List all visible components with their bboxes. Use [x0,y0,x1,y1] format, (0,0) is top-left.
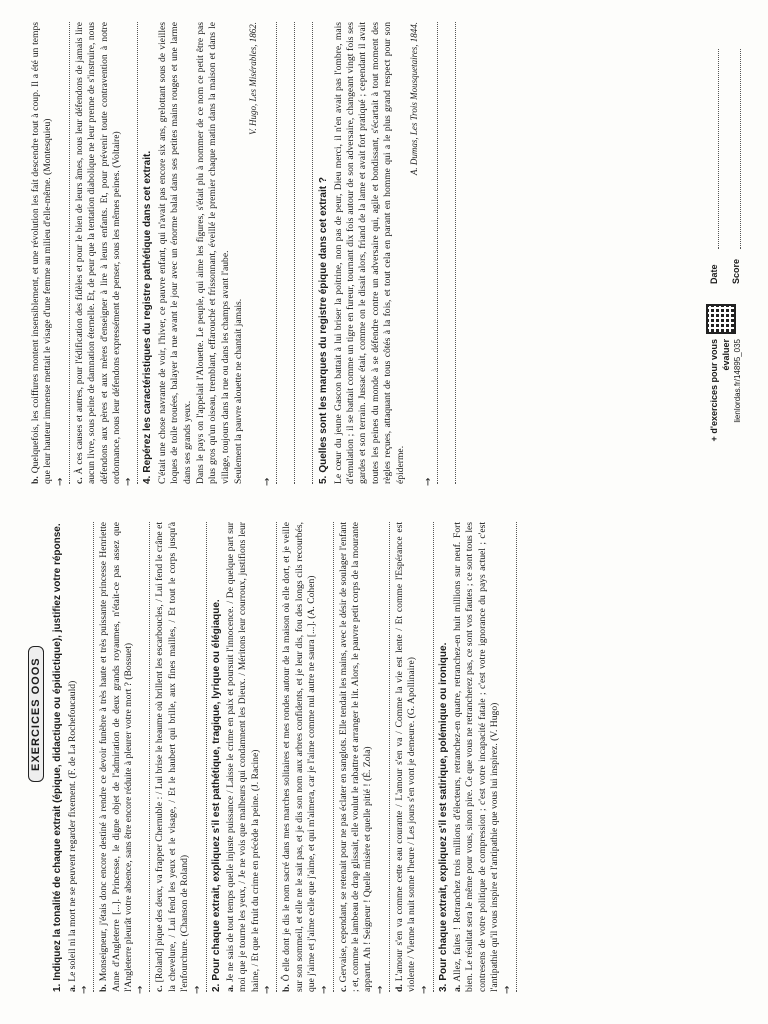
q4-paragraph-2: Dans le pays on l'appelait l'Alouette. Le peuple, qui aime les figures, s'était plu à nommer de ce nom ce petit être pas plus gros qu'un oiseau, tremblant, effarouché et frissonnant, éveillé le premier chaque matin dans la maison et dans le village, toujours dans la rue ou dans les champs avant l'aube. [195,22,231,484]
arrow-icon: → [262,985,274,994]
arrow-icon: → [135,985,147,994]
question-2-title [211,522,223,992]
arrow-icon: → [123,477,135,486]
item-text: Quelquefois, les coiffures montent insensiblement, et une révolution les fait descendre tout à coup. Il a été un temps que leur hauteur immense mettait le visage d'une femme au milieu d'elle-même. (Montesquieu) [30,22,54,484]
answer-line[interactable] [264,22,277,484]
answer-line[interactable] [374,522,390,994]
score-field[interactable] [740,49,741,249]
question-text: Pour chaque extrait, expliquez s'il est satirique, polémique ou ironique. [437,642,449,981]
answer-line[interactable] [54,22,70,486]
date-field[interactable] [718,49,719,249]
item-label: b. [98,984,110,992]
score-label: Score [731,258,741,284]
arrow-icon: → [418,985,430,994]
q4-paragraph-1: C'était une chose navrante de voir, l'hiver, ce pauvre enfant, qui n'avait pas encore six ans, grelottant sous de vieilles loques de toile trouées, balayer la rue avant le jour avec un énorme balai dans ses petites mains rouges et une larme dans ses grands yeux. [156,22,193,484]
item-label: a. [225,984,237,992]
arrow-icon: → [374,985,386,994]
arrow-icon: → [423,477,435,486]
question-number: 2. [210,983,222,992]
answer-line[interactable] [282,22,295,484]
answer-line[interactable] [191,522,207,994]
arrow-icon: → [191,985,203,994]
item-label: b. [30,476,41,484]
resource-link[interactable]: lienlordas.fr/14895_035 [733,339,742,423]
question-1-title [52,522,64,992]
question-text: Indiquez la tonalité de chaque extrait (épique, didactique ou épidictique), justifiez votre réponse. [52,523,64,981]
item-label: a. [451,984,463,992]
q5-paragraph: Le cœur du jeune Gascon battait à lui briser la poitrine, non pas de peur, Dieu merci, il n'en avait pas l'ombre, mais d'émulation ; il se battait comme un tigre en fureur, tournant dix fois autour de son adversaire, changeant vingt fois ses gardes et son terrain. Jussac était, comme on le disait alors, friand de la lame et avait fort pratiqué ; cependant il avait toutes les peines du monde à se défendre contre un adversaire qui, agile et bondissant, s'écartait à tout moment des règles reçues, attaquant de tous côtés à la fois, et tout cela en parant en homme qui a le plus grand respect pour son épiderme. [332,22,406,484]
question-text: Quelles sont les marques du registre épique dans cet extrait ? [318,177,330,473]
item-text: Gervaise, cependant, se retenait pour ne pas éclater en sanglots. Elle tendait les mains, avec le désir de soulager l'enfant ; et, comme le lambeau de drap glissait, elle voulut le rabattre et arranger le lit. Alors, le pauvre petit corps de la mourante apparut. Ah ! Seigneur ! Quelle misère et quelle pitié ! (É. Zola) [337,522,374,992]
answer-line[interactable] [425,22,438,484]
question-number: 1. [52,983,64,992]
q2-item-a [225,522,262,992]
item-label: b. [281,984,293,992]
q1-item-a [67,522,79,992]
item-text: Monseigneur, j'étais donc encore destiné à rendre ce devoir funèbre à très haute et très puissante princesse Henriette Anne d'Angleterre [...]. Princesse, le digne objet de l'admiration de deux grands royaumes, n'était-ce pas assez que l'Angleterre pleurât votre absence, sans être encore réduite à pleurer votre mort ? (Bossuet) [98,522,135,992]
question-text: Repérez les caractéristiques du registre pathétique dans cet extrait. [142,150,154,473]
q2-item-d [394,522,419,992]
answer-line[interactable] [318,522,334,994]
answer-line[interactable] [81,522,94,992]
item-label: d. [393,984,405,992]
q3-item-a [452,522,502,992]
q1-item-c [154,522,191,992]
q3-item-c [74,22,124,484]
answer-line[interactable] [501,522,517,994]
arrow-icon: → [79,985,91,994]
answer-line[interactable] [418,522,434,994]
answer-line[interactable] [137,522,150,992]
answer-area [264,22,313,484]
answer-area [425,22,456,484]
question-4-title [142,22,154,484]
item-label: a. [66,984,78,992]
arrow-icon: → [54,477,66,486]
q1-item-b [98,522,135,992]
arrow-icon: → [262,477,274,486]
q4-paragraph-3: Seulement la pauvre alouette ne chantait jamais. [233,298,245,484]
arrow-icon: → [501,985,513,994]
left-column [28,522,521,992]
q4-source: V. Hugo, Les Misérables, 1862. [247,22,258,135]
right-column [28,22,461,484]
item-text: Le soleil ni la mort ne se peuvent regarder fixement. (F. de La Rochefoucauld) [66,680,78,982]
arrow-icon: → [318,985,330,994]
item-label: c. [154,985,166,992]
item-text: [Roland] pique des deux, va frapper Chernuble : / Lui brise le heaume où brillent les escarboucles, / Lui fend le crâne et la chevelure, / Lui fend les yeux et le visage, / Et le haubert qui brille, aux fines mailles, / Et tout le corps jusqu'à l'enfourchure. (Chanson de Roland) [154,522,191,992]
q2-item-c [338,522,375,992]
q3-item-b [30,22,55,484]
item-text: Allez, faites ! Retranchez trois millions d'électeurs, retranchez-en quatre, retranchez-en huit millions sur neuf. Fort bien. Le résultat sera le même pour vous, sinon pire. Ce que vous ne retrancherez pas, ce sont vos fautes ; ce sont tous les contresens de votre politique de compression ; c'est votre incapacité fatale ; c'est votre ignorance du pays actuel ; c'est l'antipathie qu'il vous inspire et l'antipathie que vous lui inspirez. (V. Hugo) [451,522,501,992]
question-number: 3. [437,983,449,992]
q5-source: A. Dumas, Les Trois Mousquetaires, 1844. [408,22,419,176]
item-text: Je ne sais de tout temps quelle injuste puissance / Laisse le crime en paix et poursuit l'innocence. / De quelque part sur moi que je tourne les yeux, / Je ne vois que malheurs qui condamnent les Dieux. / Méritons leur courroux, justifions leur haine, / Et que le fruit du crime en précède la peine. (J. Racine) [225,522,261,992]
question-number: 5. [318,475,330,484]
question-3-title [438,522,450,992]
q2-item-b [281,522,318,992]
date-label: Date [709,264,719,284]
exercises-banner: EXERCICES OOOS [28,646,44,782]
question-number: 4. [142,475,154,484]
question-text: Pour chaque extrait, expliquez s'il est pathétique, tragique, lyrique ou élégiaque. [210,599,222,981]
question-5-title [318,22,330,484]
answer-line[interactable] [264,522,277,992]
item-text: Ô elle dont je dis le nom sacré dans mes marches solitaires et mes rondes autour de la maison où elle dort, et je veille sur son sommeil, et elle ne le sait pas, et je dis son nom aux arbres confidents, et je leur dis, fou des longs cils recourbés, que j'aime et j'aime celle que j'aime, et qui m'aimera, car je l'aime comme nul autre ne saura [...]. (A. Cohen) [281,522,318,992]
footer [700,22,750,484]
answer-line[interactable] [443,22,456,484]
item-label: c. [337,985,349,992]
item-text: À ces causes et autres, pour l'édification des fidèles et pour le bien de leurs âmes, nous leur défendons de jamais lire aucun livre, sous peine de damnation éternelle. Et, de peur que la tentation diabolique ne leur prenne de s'instruire, nous défendons aux pères et aux mères d'enseigner à lire à leurs enfants. Et, pour prévenir toute contravention à notre ordonnance, nous leur défendons expressément de penser, sous les mêmes peines. (Voltaire) [73,22,123,484]
answer-line[interactable] [300,22,313,484]
promo-text: + d'exercices pour vous évaluer [709,339,732,442]
answer-line[interactable] [125,22,138,484]
qr-code-icon [706,304,736,334]
item-label: c. [73,477,85,484]
item-text: L'amour s'en va comme cette eau courante / L'amour s'en va / Comme la vie est lente / Et comme l'Espérance est violente / Vienne la nuit sonne l'heure / Les jours s'en vont je demeure. (G. Apollinaire) [393,522,418,992]
